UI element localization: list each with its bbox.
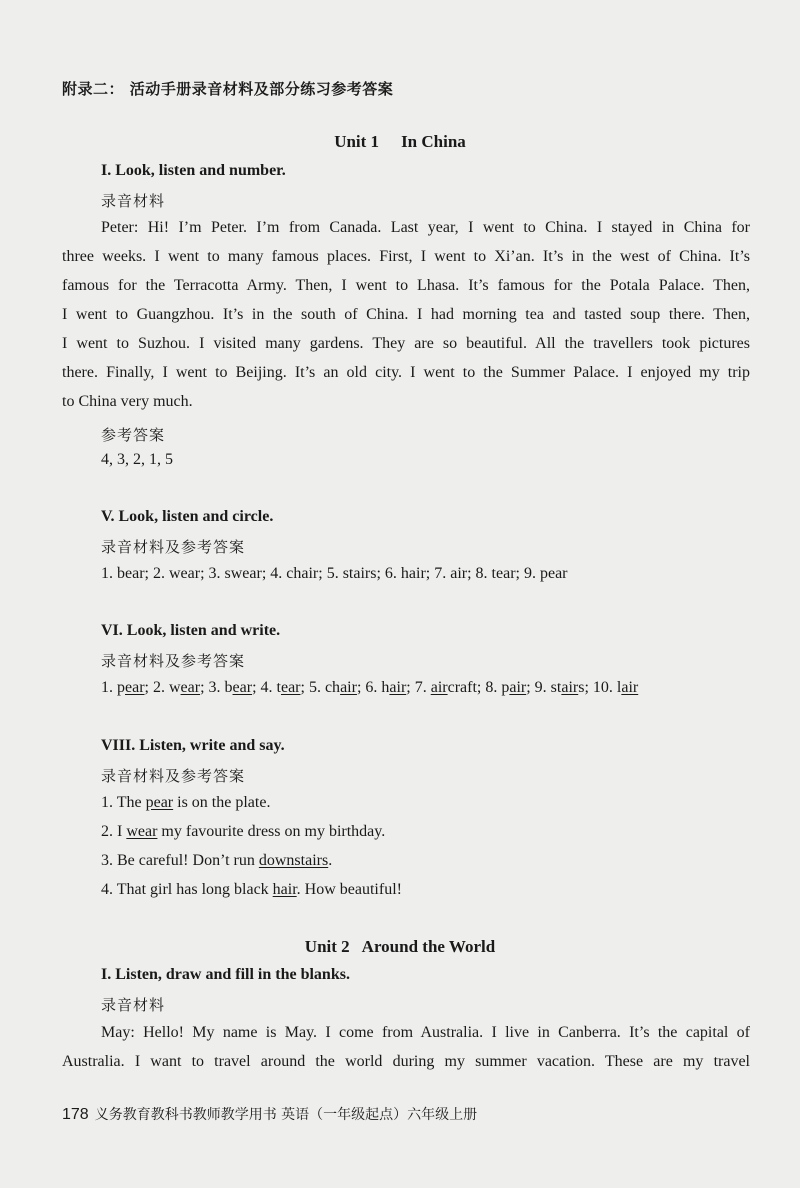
u1-section8-item: 4. That girl has long black hair. How beautiful! [101,881,402,898]
answer-item: 8. pair; [485,679,535,696]
paragraph-line: I went to Suzhou. I visited many gardens. They are so beautiful. All the travellers took pictures [62,335,750,352]
page-number: 178 [62,1106,89,1123]
book-title: 义务教育教科书教师教学用书 英语（一年级起点）六年级上册 [94,1107,478,1123]
paragraph-line: Australia. I want to travel around the world during my summer vacation. These are my travel [62,1053,750,1070]
u1-section6-heading: VI. Look, listen and write. [101,622,281,639]
u1-section1-heading: I. Look, listen and number. [101,162,286,179]
unit2-title-unit: Unit 2 [304,937,350,956]
paragraph-line: three weeks. I went to many famous places. First, I went to Xi’an. It’s in the west of China. It’s [62,248,750,265]
u1-section6-answers [101,679,638,697]
answer-item: 10. lair [592,679,639,696]
u2-section1-paragraph [62,1018,750,1076]
u1-section1-label: 录音材料 [101,192,166,210]
answer-item: 4. tear; [260,679,309,696]
unit2-title [0,937,800,957]
u2-section1-label: 录音材料 [101,996,166,1014]
u1-section5-answer: 1. bear; 2. wear; 3. swear; 4. chair; 5. stairs; 6. hair; 7. air; 8. tear; 9. pear [101,565,568,582]
u1-section8-heading: VIII. Listen, write and say. [101,737,285,754]
paragraph-line: there. Finally, I went to Beijing. It’s an old city. I went to the Summer Palace. I enjoyed my trip [62,364,750,381]
answer-item: 9. stairs; [534,679,593,696]
u1-section1-answer: 4, 3, 2, 1, 5 [101,451,173,468]
u1-section5-heading: V. Look, listen and circle. [101,508,274,525]
answer-item: 3. bear; [208,679,261,696]
u1-section1-paragraph [62,213,750,416]
appendix-title: 附录二： 活动手册录音材料及部分练习参考答案 [62,80,394,98]
paragraph-line: to China very much. [62,393,193,410]
u1-section8-item: 3. Be careful! Don’t run downstairs. [101,852,333,869]
answer-item: 6. hair; [365,679,415,696]
answer-item: 5. chair; [308,679,366,696]
unit1-title-name: In China [401,132,466,151]
unit1-title [0,132,800,152]
paragraph-line: famous for the Terracotta Army. Then, I went to Lhasa. It’s famous for the Potala Palace. Then, [62,277,750,294]
u1-section5-label: 录音材料及参考答案 [101,538,246,556]
answer-item: 2. wear; [152,679,209,696]
paragraph-line: I went to Guangzhou. It’s in the south of China. I had morning tea and tasted soup there. Then, [62,306,750,323]
paragraph-line: Peter: Hi! I’m Peter. I’m from Canada. Last year, I went to China. I stayed in China for [101,219,750,236]
u1-section6-label: 录音材料及参考答案 [101,652,246,670]
unit2-title-name: Around the World [361,937,496,956]
u2-section1-heading: I. Listen, draw and fill in the blanks. [101,966,350,983]
answer-item: 1. pear; [101,679,153,696]
paragraph-line: May: Hello! My name is May. I come from Australia. I live in Canberra. It’s the capital of [101,1024,750,1041]
answer-item: 7. aircraft; [414,679,486,696]
u1-section8-item: 2. I wear my favourite dress on my birthday. [101,823,386,840]
u1-section1-answer-label: 参考答案 [101,426,166,444]
u1-section8-label: 录音材料及参考答案 [101,767,246,785]
unit1-title-unit: Unit 1 [334,132,380,151]
u1-section8-item: 1. The pear is on the plate. [101,794,271,811]
page-footer [62,1104,477,1124]
